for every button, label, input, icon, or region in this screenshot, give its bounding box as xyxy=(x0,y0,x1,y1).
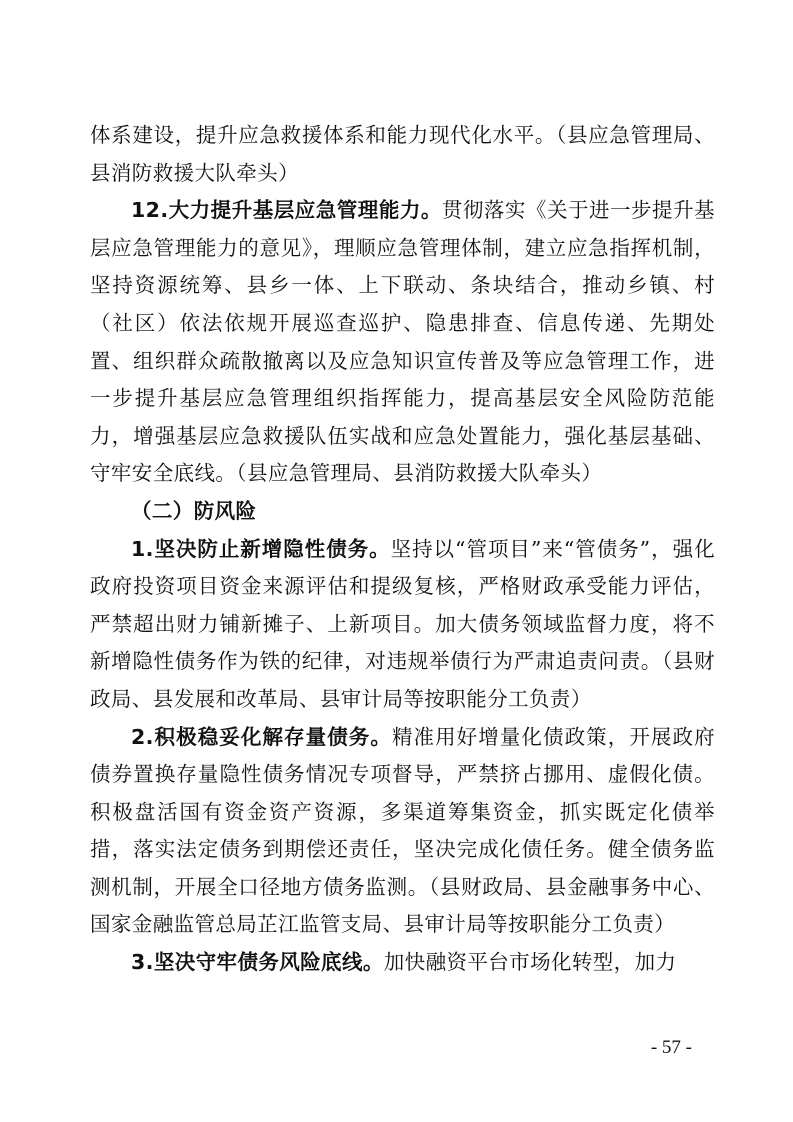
paragraph-item-12 xyxy=(90,192,715,493)
item-heading: 2.积极稳妥化解存量债务。 xyxy=(131,724,392,749)
item-heading: 12.大力提升基层应急管理能力。 xyxy=(131,198,442,223)
paragraph-text: 坚持以“管项目”来“管债务”，强化政府投资项目资金来源评估和提级复核，严格财政承受能力评估，严禁超出财力铺新摊子、上新项目。加大债务领域监督力度，将不新增隐性债务作为铁的纪律，对违规举债行为严肃追责问责。（县财政局、县发展和改革局、县审计局等按职能分工负责） xyxy=(90,536,715,711)
paragraph-text: 精准用好增量化债政策，开展政府债券置换存量隐性债务情况专项督导，严禁挤占挪用、虚假化债。积极盘活国有资金资产资源，多渠道筹集资金，抓实既定化债举措，落实法定债务到期偿还责任，坚决完成化债任务。健全债务监测机制，开展全口径地方债务监测。（县财政局、县金融事务中心、国家金融监管总局芷江监管支局、县审计局等按职能分工负责） xyxy=(90,724,715,937)
paragraph-item-1 xyxy=(90,531,715,719)
paragraph-continuation xyxy=(90,117,715,192)
section-heading-text: （二）防风险 xyxy=(131,498,257,523)
paragraph-text: 体系建设，提升应急救援体系和能力现代化水平。（县应急管理局、县消防救援大队牵头） xyxy=(90,123,715,185)
paragraph-item-2 xyxy=(90,719,715,945)
section-heading xyxy=(90,493,715,531)
item-heading: 3.坚决守牢债务风险底线。 xyxy=(131,950,384,975)
item-heading: 1.坚决防止新增隐性债务。 xyxy=(131,536,391,561)
paragraph-item-3 xyxy=(90,944,715,982)
paragraph-text: 加快融资平台市场化转型，加力 xyxy=(383,950,677,975)
paragraph-text: 贯彻落实《关于进一步提升基层应急管理能力的意见》，理顺应急管理体制，建立应急指挥机制，坚持资源统筹、县乡一体、上下联动、条块结合，推动乡镇、村（社区）依法依规开展巡查巡护、隐患排查、信息传递、先期处置、组织群众疏散撤离以及应急知识宣传普及等应急管理工作，进一步提升基层应急管理组织指挥能力，提高基层安全风险防范能力，增强基层应急救援队伍实战和应急处置能力，强化基层基础、守牢安全底线。（县应急管理局、县消防救援大队牵头） xyxy=(90,198,715,486)
page-number: - 57 - xyxy=(650,1037,692,1058)
document-body xyxy=(90,117,715,982)
